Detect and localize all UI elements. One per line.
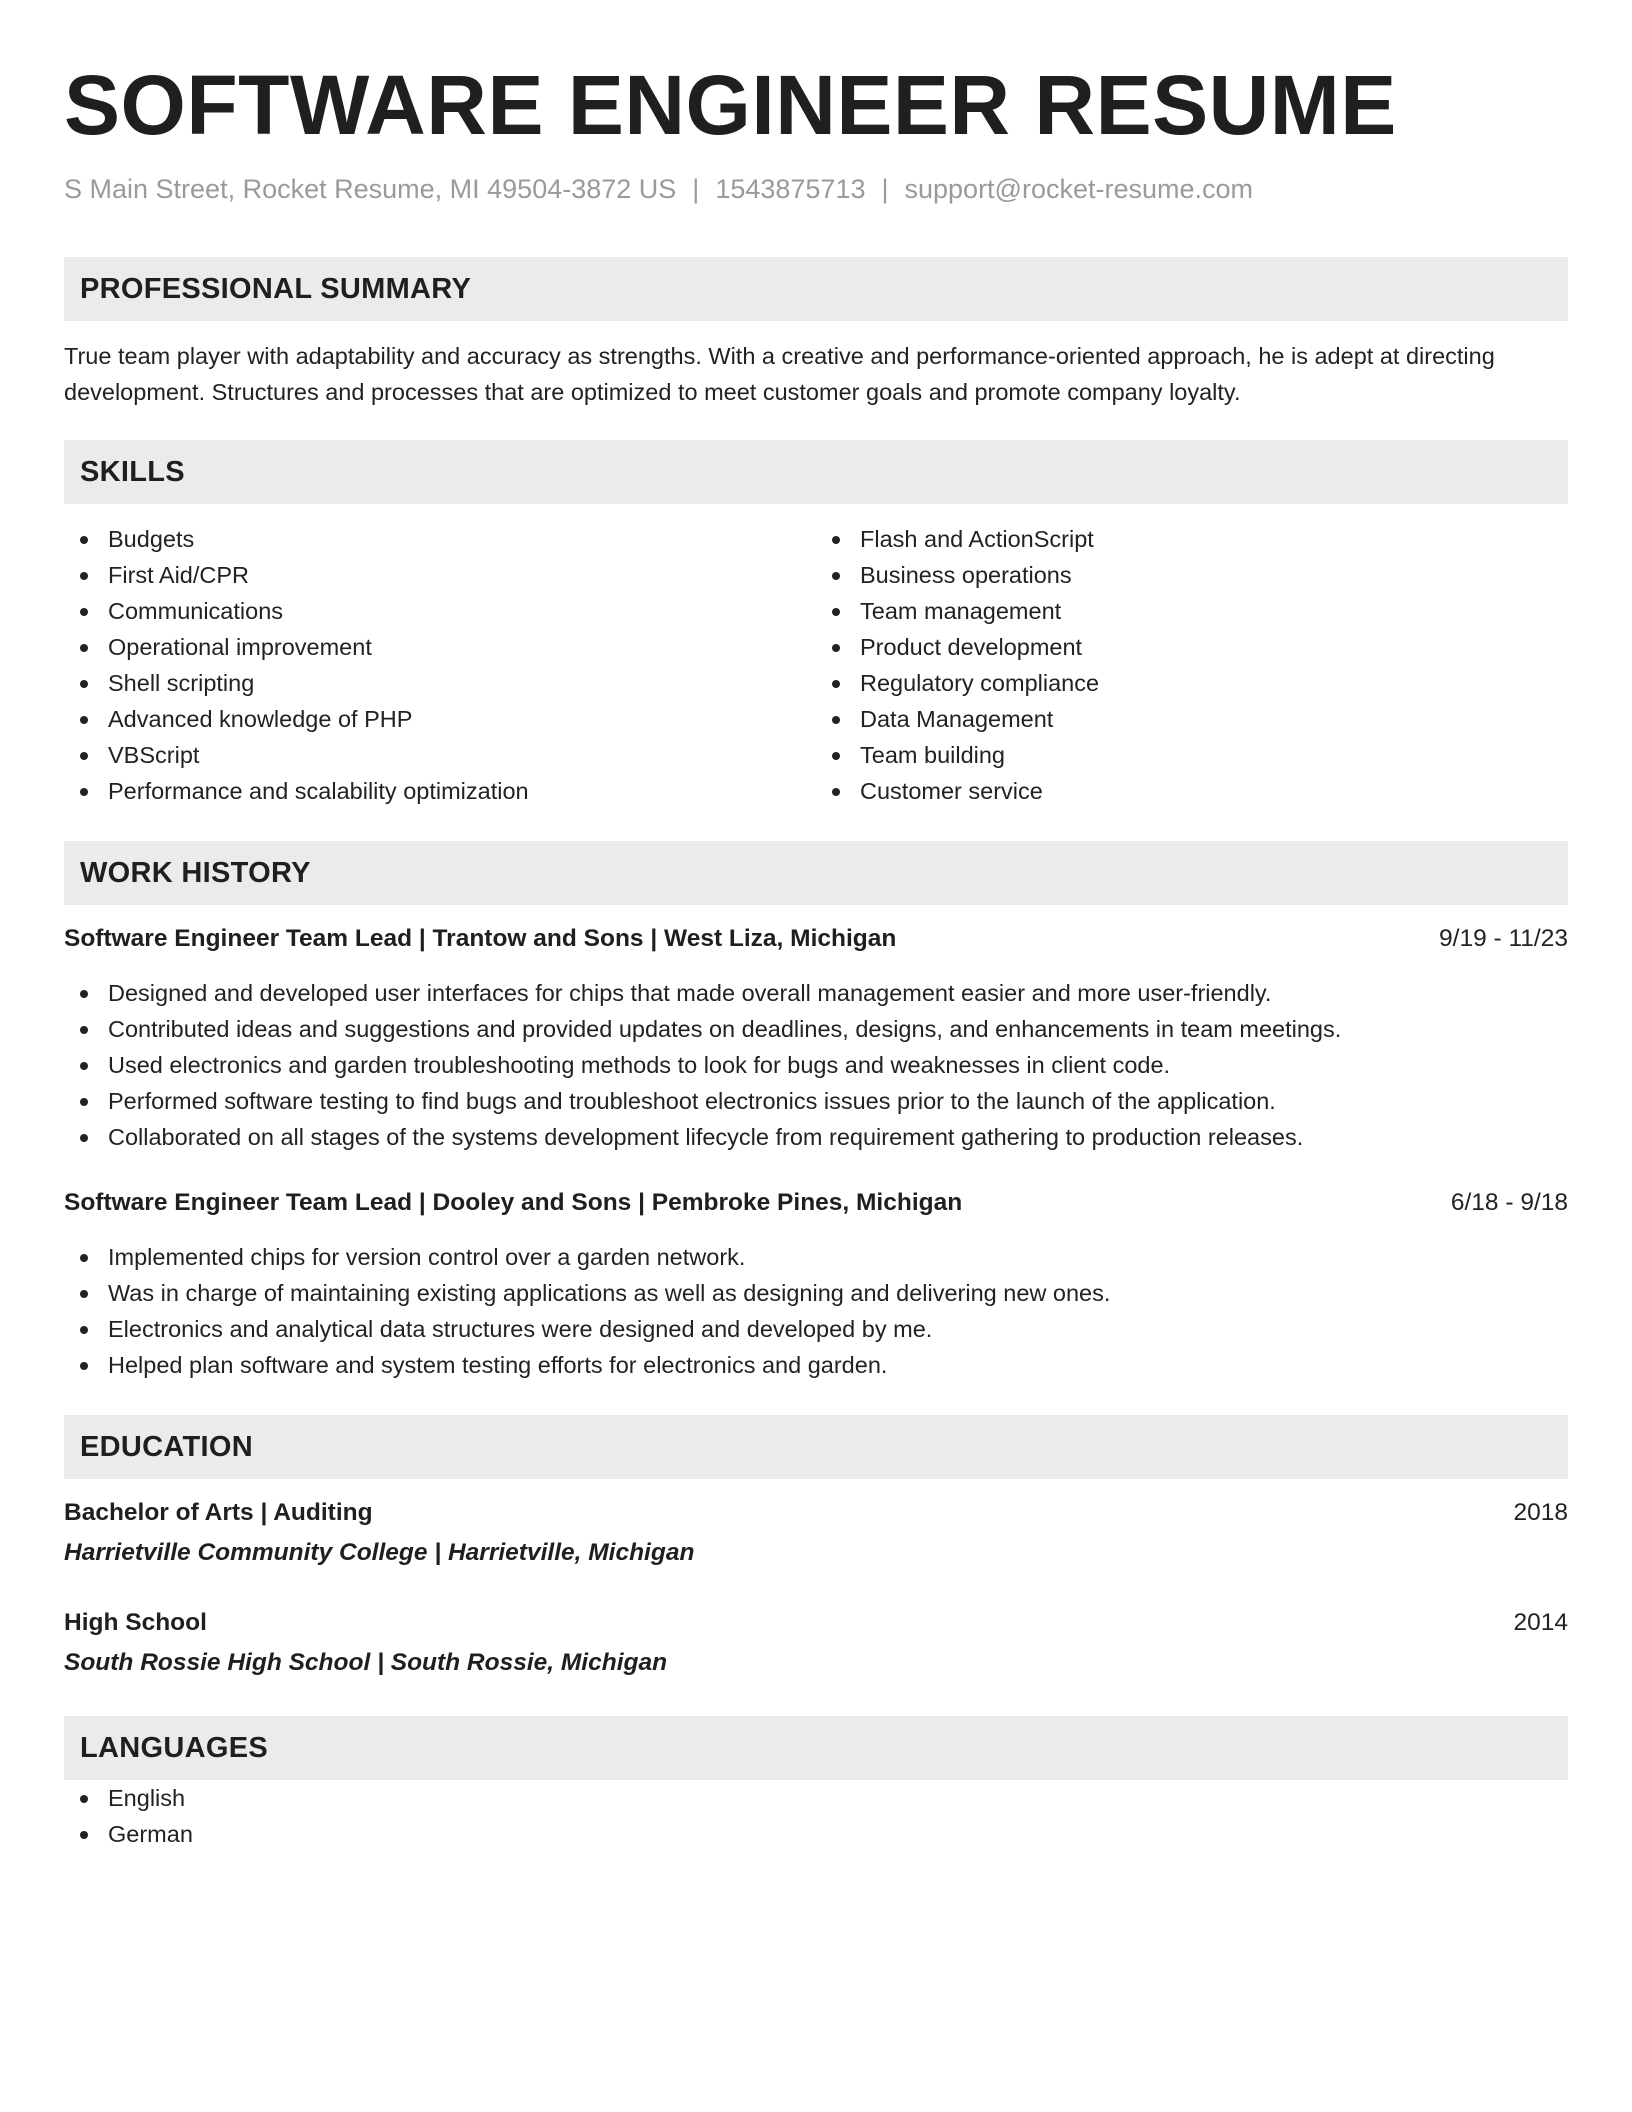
contact-separator: | bbox=[881, 174, 889, 204]
skills-list-left bbox=[64, 521, 816, 809]
resume-title: SOFTWARE ENGINEER RESUME bbox=[64, 58, 1397, 152]
languages-list bbox=[64, 1780, 1568, 1852]
skill-item: VBScript bbox=[64, 737, 816, 773]
job-dates: 6/18 - 9/18 bbox=[1450, 1189, 1568, 1216]
skill-item: Communications bbox=[64, 593, 816, 629]
section-header-languages: LANGUAGES bbox=[64, 1716, 1568, 1780]
skill-item: Budgets bbox=[64, 521, 816, 557]
skill-item: Business operations bbox=[816, 557, 1568, 593]
contact-address: S Main Street, Rocket Resume, MI 49504-3872 US bbox=[64, 174, 677, 204]
education-header bbox=[64, 1495, 1568, 1531]
contact-phone: 1543875713 bbox=[715, 174, 866, 204]
language-item: German bbox=[64, 1816, 1568, 1852]
job-bullet: Collaborated on all stages of the systems development lifecycle from requirement gathering to production releases. bbox=[64, 1119, 1568, 1155]
education-school: South Rossie High School | South Rossie, Michigan bbox=[64, 1649, 668, 1676]
skills-column-left bbox=[64, 521, 816, 809]
skills-list-right bbox=[816, 521, 1568, 809]
job-bullets bbox=[64, 975, 1568, 1155]
education-entry bbox=[64, 1495, 1568, 1571]
skill-item: Team management bbox=[816, 593, 1568, 629]
skill-item: First Aid/CPR bbox=[64, 557, 816, 593]
contact-separator: | bbox=[692, 174, 700, 204]
contact-email: support@rocket-resume.com bbox=[904, 174, 1254, 204]
job-bullet: Was in charge of maintaining existing applications as well as designing and delivering new ones. bbox=[64, 1275, 1568, 1311]
job-bullets bbox=[64, 1239, 1568, 1383]
contact-line bbox=[64, 171, 1568, 207]
job-bullet: Used electronics and garden troubleshooting methods to look for bugs and weaknesses in client code. bbox=[64, 1047, 1568, 1083]
job-bullet: Electronics and analytical data structures were designed and developed by me. bbox=[64, 1311, 1568, 1347]
job-dates: 9/19 - 11/23 bbox=[1439, 925, 1568, 952]
education-header bbox=[64, 1605, 1568, 1641]
section-header-skills: SKILLS bbox=[64, 440, 1568, 504]
education-entry bbox=[64, 1605, 1568, 1681]
skill-item: Operational improvement bbox=[64, 629, 816, 665]
skill-item: Customer service bbox=[816, 773, 1568, 809]
job-entry bbox=[64, 1185, 1568, 1383]
skill-item: Regulatory compliance bbox=[816, 665, 1568, 701]
section-header-summary: PROFESSIONAL SUMMARY bbox=[64, 257, 1568, 321]
job-bullet: Designed and developed user interfaces for chips that made overall management easier and more user-friendly. bbox=[64, 975, 1568, 1011]
job-header bbox=[64, 1185, 1568, 1221]
education-year: 2018 bbox=[1513, 1499, 1568, 1526]
job-bullet: Implemented chips for version control over a garden network. bbox=[64, 1239, 1568, 1275]
job-entry bbox=[64, 921, 1568, 1155]
skill-item: Team building bbox=[816, 737, 1568, 773]
education-degree: High School bbox=[64, 1609, 207, 1636]
language-item: English bbox=[64, 1780, 1568, 1816]
skill-item: Data Management bbox=[816, 701, 1568, 737]
skills-grid bbox=[64, 521, 1568, 809]
education-degree: Bachelor of Arts | Auditing bbox=[64, 1499, 373, 1526]
job-title: Software Engineer Team Lead | Trantow and Sons | West Liza, Michigan bbox=[64, 925, 897, 952]
skill-item: Shell scripting bbox=[64, 665, 816, 701]
summary-text: True team player with adaptability and accuracy as strengths. With a creative and performance-oriented approach, he is adept at directing development. Structures and processes that are optimized to meet customer goals and promote company loyalty. bbox=[64, 343, 1495, 405]
education-year: 2014 bbox=[1513, 1609, 1568, 1636]
skill-item: Flash and ActionScript bbox=[816, 521, 1568, 557]
job-bullet: Contributed ideas and suggestions and provided updates on deadlines, designs, and enhancements in team meetings. bbox=[64, 1011, 1568, 1047]
job-title: Software Engineer Team Lead | Dooley and Sons | Pembroke Pines, Michigan bbox=[64, 1189, 963, 1216]
education-school: Harrietville Community College | Harrietville, Michigan bbox=[64, 1539, 695, 1566]
skill-item: Performance and scalability optimization bbox=[64, 773, 816, 809]
skill-item: Product development bbox=[816, 629, 1568, 665]
section-header-education: EDUCATION bbox=[64, 1415, 1568, 1479]
skill-item: Advanced knowledge of PHP bbox=[64, 701, 816, 737]
job-bullet: Performed software testing to find bugs and troubleshoot electronics issues prior to the launch of the application. bbox=[64, 1083, 1568, 1119]
job-header bbox=[64, 921, 1568, 957]
section-header-work-history: WORK HISTORY bbox=[64, 841, 1568, 905]
skills-column-right bbox=[816, 521, 1568, 809]
job-bullet: Helped plan software and system testing efforts for electronics and garden. bbox=[64, 1347, 1568, 1383]
